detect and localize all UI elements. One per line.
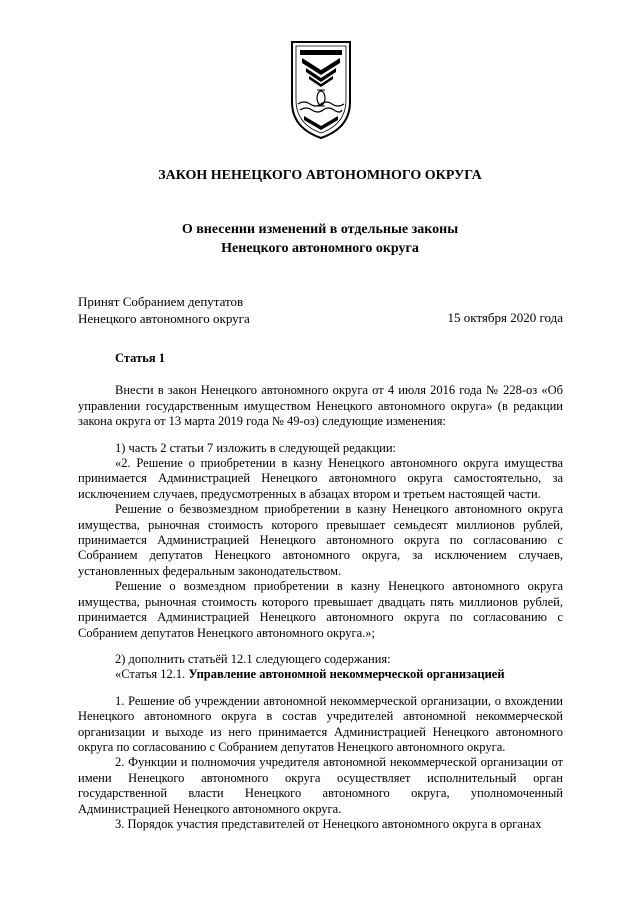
amendment-item-1: 1) часть 2 статьи 7 изложить в следующей редакции:: [115, 440, 397, 455]
new-article-number: «Статья 12.1.: [115, 667, 189, 682]
law-subtitle: [0, 220, 640, 258]
law-subtitle-line-1: О внесении изменений в отдельные законы: [181, 222, 459, 237]
article-intro: Внести в закон Ненецкого автономного округа от 4 июля 2016 года № 228-оз «Об управлении государственным имуществом Ненецкого автономного округа» (в редакции закона округа от 13 марта 2019 года № 49-оз) следующие изменения:: [78, 383, 563, 429]
amendment-item-1-paragraph-1: «2. Решение о приобретении в казну Ненецкого автономного округа имущества принимается Администрацией Ненецкого автономного округа самостоятельно, за исключением случаев, предусмотренных в абзацах втором и третьем настоящей части.: [78, 456, 563, 501]
law-title: ЗАКОН НЕНЕЦКОГО АВТОНОМНОГО ОКРУГА: [158, 168, 482, 183]
new-article-paragraph-2: 2. Функции и полномочия учредителя автономной некоммерческой организации от имени Ненецкого автономного округа осуществляет исполнительный орган государственной власти Ненецкого автономного округа, уполномоченный Администрацией Ненецкого автономного округа.: [78, 755, 563, 816]
amendment-item-1-paragraph-3: Решение о возмездном приобретении в казну Ненецкого автономного округа имущества, рыночная стоимость которого превышает двадцать пять миллионов рублей, принимается Администрацией Ненецкого автономного округа по согласованию с Собранием депутатов Ненецкого автономного округа.»;: [78, 579, 563, 640]
new-article-paragraph-3: 3. Порядок участия представителей от Ненецкого автономного округа в органах: [115, 816, 542, 831]
new-article-heading: [78, 667, 563, 682]
adoption-date: 15 октября 2020 года: [447, 310, 563, 325]
law-body: [78, 351, 563, 832]
new-article-paragraph-1: 1. Решение об учреждении автономной некоммерческой организации, о вхождении Ненецкого автономного округа в состав учредителей автономной некоммерческой организации и выходе из него принимается Администрацией Ненецкого автономного округа по согласованию с Собранием депутатов Ненецкого автономного округа.: [78, 693, 563, 754]
adoption-block: [78, 293, 250, 327]
adopted-by-line-1: Принят Собранием депутатов: [78, 294, 244, 309]
amendment-item-1-paragraph-2: Решение о безвозмездном приобретении в казну Ненецкого автономного округа имущества, рыночная стоимость которого превышает семьдесят миллионов рублей, принимается Администрацией Ненецкого автономного округа по согласованию с Собранием депутатов Ненецкого автономного округа, за исключением случаев, установленных федеральным законодательством.: [78, 502, 563, 578]
adopted-by-line-2: Ненецкого автономного округа: [78, 311, 250, 326]
amendment-item-2: 2) дополнить статьёй 12.1 следующего содержания:: [115, 651, 391, 666]
coat-of-arms-emblem: [290, 40, 352, 140]
article-heading: Статья 1: [115, 351, 165, 365]
law-subtitle-line-2: Ненецкого автономного округа: [221, 241, 419, 256]
new-article-title: Управление автономной некоммерческой организацией: [188, 667, 505, 682]
